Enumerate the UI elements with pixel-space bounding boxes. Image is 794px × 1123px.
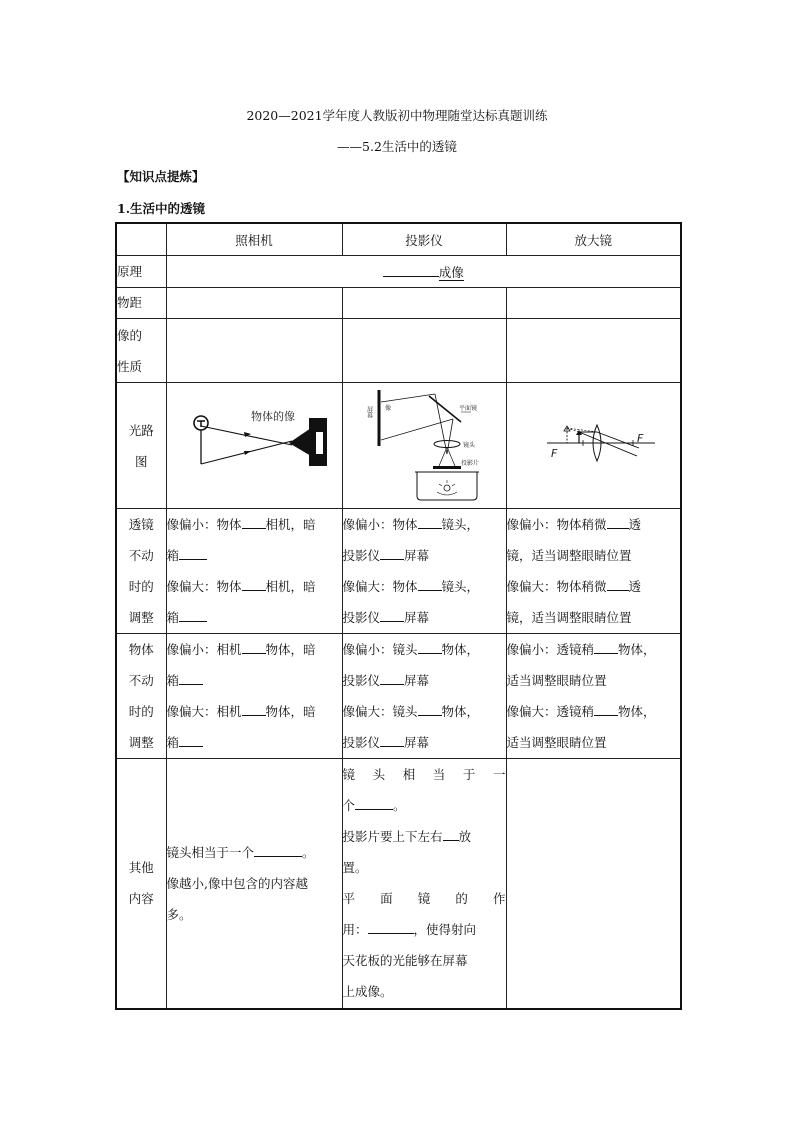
- magnifier-other: [506, 759, 681, 1009]
- projector-image-nature: [342, 319, 506, 383]
- table-header-row: [116, 223, 681, 256]
- lens-table: [115, 222, 682, 1010]
- magnifier-light-path-cell: [506, 383, 681, 509]
- row-other: [116, 759, 681, 1009]
- label-lens-fixed: 透镜 不动 时的 调整: [116, 509, 166, 634]
- row-lens-fixed: [116, 509, 681, 634]
- camera-diagram: [167, 384, 343, 504]
- projector-slide: [433, 466, 461, 469]
- row-light-path: [116, 383, 681, 509]
- projector-lens: [434, 441, 460, 448]
- camera-light-path-cell: [166, 383, 342, 509]
- label-object-distance: 物距: [116, 288, 166, 319]
- col-magnifier: 放大镜: [506, 223, 681, 256]
- header-empty: [116, 223, 166, 256]
- row-object-distance: [116, 288, 681, 319]
- col-projector: 投影仪: [342, 223, 506, 256]
- projector-light-path-cell: [342, 383, 506, 509]
- mirror-label: 平面镜: [458, 405, 477, 412]
- projector-box: [417, 472, 477, 500]
- row-image-nature: [116, 319, 681, 383]
- label-image-nature: 像的 性质: [116, 319, 166, 383]
- document-title: 2020—2021学年度人教版初中物理随堂达标真题训练: [246, 108, 548, 123]
- lens-label: 镜头: [462, 442, 475, 449]
- principle-value: [166, 256, 681, 288]
- principle-blank: [383, 276, 439, 277]
- projector-bulb: [444, 485, 450, 491]
- projector-other: 镜 头 相 当 于 一 个 。 投影片要上下左右 放 置。 平 面 镜 的 作 用： ，使得射向 天花板的光能够在屏幕 上成像。: [342, 759, 506, 1009]
- camera-image-nature: [166, 319, 342, 383]
- image-label: 像: [384, 405, 391, 412]
- slide-label: 投影片: [460, 460, 479, 467]
- magnifier-object-fixed: 像偏小：透镜稍 物体， 适当调整眼睛位置 像偏大：透镜稍 物体， 适当调整眼睛位置: [506, 634, 681, 759]
- topic-heading: 1.生活中的透镜: [117, 201, 206, 216]
- magnifier-lens-fixed: 像偏小：物体稍微 透 镜，适当调整眼睛位置 像偏大：物体稍微 透 镜，适当调整眼睛位置: [506, 509, 681, 634]
- magnifier-diagram: [507, 384, 682, 504]
- focus-left-label: F: [550, 447, 557, 460]
- document-subtitle: ——5.2生活中的透镜: [337, 139, 457, 154]
- section-heading: 【知识点提炼】: [117, 169, 205, 184]
- col-camera: 照相机: [166, 223, 342, 256]
- principle-suffix: 成像: [438, 264, 464, 280]
- camera-object-distance: [166, 288, 342, 319]
- projector-lens-fixed: 像偏小：物体 镜头， 投影仪 屏幕 像偏大：物体 镜头， 投影仪 屏幕: [342, 509, 506, 634]
- projector-object-distance: [342, 288, 506, 319]
- camera-lens-cone: [289, 428, 311, 456]
- projector-diagram: [343, 384, 507, 504]
- camera-lens-fixed: 像偏小：物体 相机，暗 箱 像偏大：物体 相机，暗 箱: [166, 509, 342, 634]
- camera-other: 镜头相当于一个 。 像越小,像中包含的内容越 多。: [166, 759, 342, 1009]
- row-principle: [116, 256, 681, 288]
- label-principle: 原理: [116, 256, 166, 288]
- magnifier-image-nature: [506, 319, 681, 383]
- screen-label: 屏幕: [365, 406, 372, 418]
- plane-mirror: [429, 396, 461, 422]
- label-light-path: 光路 图: [116, 383, 166, 509]
- projector-object-fixed: 像偏小：镜头 物体， 投影仪 屏幕 像偏大：镜头 物体， 投影仪 屏幕: [342, 634, 506, 759]
- label-object-fixed: 物体 不动 时的 调整: [116, 634, 166, 759]
- camera-object-fixed: 像偏小：相机 物体，暗 箱 像偏大：相机 物体，暗 箱: [166, 634, 342, 759]
- focus-right-label: F: [636, 432, 643, 445]
- camera-film-slot: [316, 432, 323, 454]
- label-other: 其他 内容: [116, 759, 166, 1009]
- ray-arrow-bottom: [244, 451, 251, 455]
- row-object-fixed: [116, 634, 681, 759]
- camera-image-label: 物体的像: [250, 410, 295, 423]
- magnifier-object-distance: [506, 288, 681, 319]
